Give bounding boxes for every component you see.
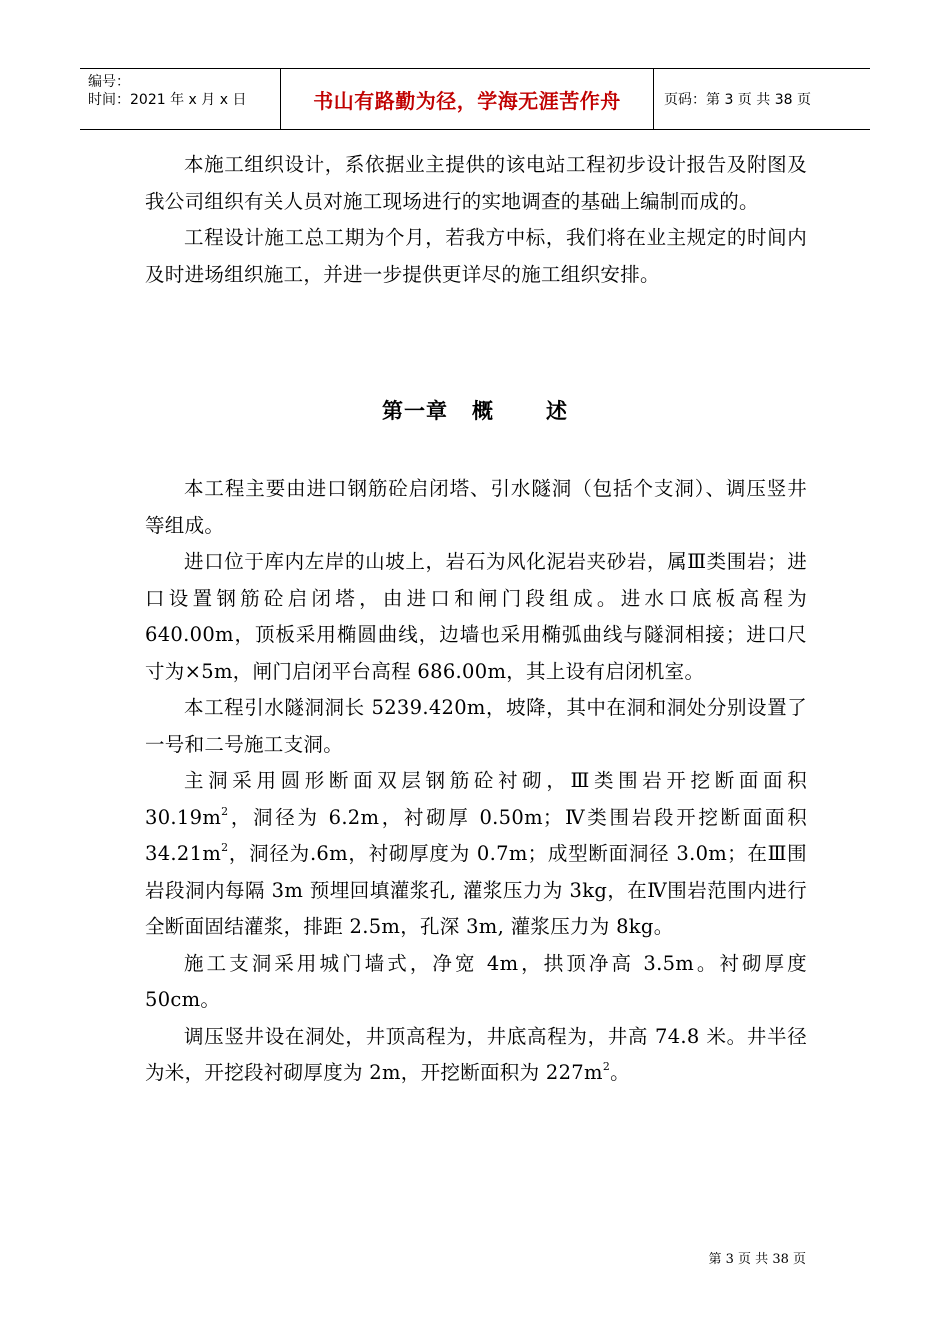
superscript: 2 xyxy=(602,1060,611,1073)
body-paragraph: 进口位于库内左岸的山坡上，岩石为风化泥岩夹砂岩，属Ⅲ类围岩；进口设置钢筋砼启闭塔，由进口和闸门段组成。进水口底板高程为 640.00m，顶板采用椭圆曲线，边墙也采用椭弧曲线与隧洞相接；进口尺寸为×5m，闸门启闭平台高程 686.00m，其上设有启闭机室。 xyxy=(145,550,807,683)
text-run: ，洞径为 6.2m，衬砌厚 0.50m；Ⅳ类围岩段开挖断面面积 34.21m xyxy=(145,805,807,865)
intro-paragraph: 工程设计施工总工期为个月，若我方中标，我们将在业主规定的时间内及时进场组织施工，并进一步提供更详尽的施工组织安排。 xyxy=(145,226,807,286)
chapter-title-char: 述 xyxy=(546,399,568,423)
body-paragraph: 本工程主要由进口钢筋砼启闭塔、引水隧洞（包括个支洞）、调压竖井等组成。 xyxy=(145,477,807,537)
page-header xyxy=(80,68,870,130)
text-run: 调压竖井设在洞处，井顶高程为，井底高程为，井高 74.8 米。井半径为米，开挖段衬砌厚度为 2m，开挖断面积为 227m xyxy=(145,1024,807,1084)
chapter-heading xyxy=(0,395,950,425)
page-footer: 第 3 页 共 38 页 xyxy=(708,1252,806,1267)
header-page-info: 页码：第 3 页 共 38 页 xyxy=(664,92,811,108)
doc-number-label: 编号： xyxy=(88,74,130,90)
chapter-number: 第一章 xyxy=(382,399,448,423)
body-paragraph: 本工程引水隧洞洞长 5239.420m，坡降，其中在洞和洞处分别设置了一号和二号施工支洞。 xyxy=(145,696,807,756)
doc-date: 时间：2021 年 x 月 x 日 xyxy=(88,92,247,108)
header-meta xyxy=(80,69,281,129)
text-run: 主洞采用圆形断面双层钢筋砼衬砌，Ⅲ类围岩开挖断面面积 30.19m xyxy=(145,769,807,829)
intro-section xyxy=(145,147,807,293)
intro-paragraph: 本施工组织设计，系依据业主提供的该电站工程初步设计报告及附图及我公司组织有关人员对施工现场进行的实地调查的基础上编制而成的。 xyxy=(145,153,807,213)
body-paragraph xyxy=(145,1019,807,1092)
text-run: ，洞径为.6m，衬砌厚度为 0.7m；成型断面洞径 3.0m；在Ⅲ围岩段洞内每隔 3m 预埋回填灌浆孔, 灌浆压力为 3kg，在Ⅳ围岩范围内进行全断面固结灌浆，排距 2.5m，孔深 3m, 灌浆压力为 8kg。 xyxy=(145,842,807,938)
body-paragraph xyxy=(145,763,807,946)
superscript: 2 xyxy=(221,841,229,854)
body-paragraph: 施工支洞采用城门墙式，净宽 4m，拱顶净高 3.5m。衬砌厚度 50cm。 xyxy=(145,951,807,1011)
superscript: 2 xyxy=(221,804,229,818)
header-motto: 书山有路勤为径，学海无涯苦作舟 xyxy=(281,69,654,129)
chapter-title-char: 概 xyxy=(472,399,494,423)
text-run: 。 xyxy=(610,1061,630,1084)
chapter-body xyxy=(145,471,807,1092)
